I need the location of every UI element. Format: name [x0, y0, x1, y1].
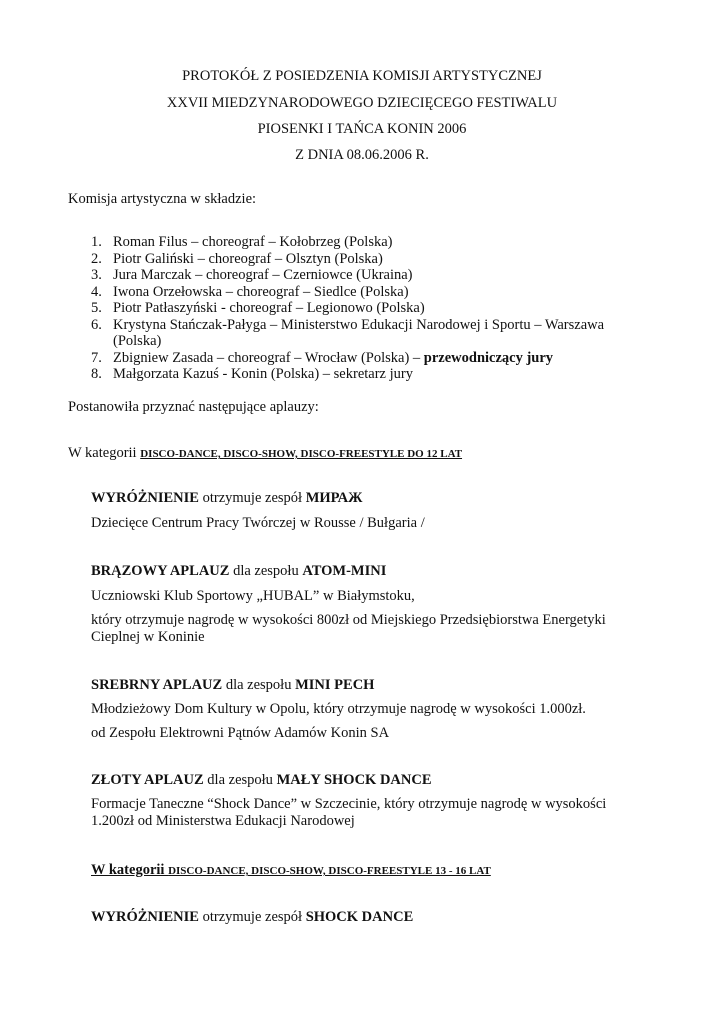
header-line-4: Z DNIA 08.06.2006 R. [295, 147, 429, 163]
category-name: DISCO-DANCE, DISCO-SHOW, DISCO-FREESTYLE 13 - 16 LAT [168, 865, 491, 877]
resolution-text: Postanowiła przyznać następujące aplauzy: [68, 399, 319, 415]
list-number: 4. [91, 283, 102, 300]
category-heading-2 [91, 862, 491, 879]
award-institution: Dziecięce Centrum Pracy Twórczej w Rousse / Bułgaria / [91, 515, 425, 531]
award-title: ZŁOTY APLAUZ [91, 772, 204, 788]
member-text: Roman Filus – choreograf – Kołobrzeg (Polska) [113, 234, 393, 250]
intro-text: Komisja artystyczna w składzie: [68, 191, 257, 207]
group-name: MAŁY SHOCK DANCE [276, 772, 432, 788]
member-text: Iwona Orzełowska – choreograf – Siedlce (Polska) [113, 283, 409, 300]
list-item [68, 317, 628, 350]
award-title: SREBRNY APLAUZ [91, 677, 223, 693]
list-item [68, 284, 628, 301]
award-heading [91, 677, 374, 694]
list-number: 6. [91, 316, 102, 333]
list-item [68, 234, 628, 251]
category-name: DISCO-DANCE, DISCO-SHOW, DISCO-FREESTYLE DO 12 LAT [140, 448, 463, 460]
members-list [68, 234, 628, 383]
award-title: WYRÓŻNIENIE [91, 490, 199, 506]
header-line-2: XXVII MIEDZYNARODOWEGO DZIECIĘCEGO FESTIWALU [166, 95, 558, 111]
list-number: 8. [91, 366, 102, 382]
category-prefix: W kategorii [68, 445, 141, 461]
jury-chair-label: przewodniczący jury [423, 349, 554, 366]
header-line-1: PROTOKÓŁ Z POSIEDZENIA KOMISJI ARTYSTYCZNEJ [182, 68, 542, 84]
list-item [68, 350, 628, 367]
list-number: 7. [91, 349, 102, 366]
award-institution: Uczniowski Klub Sportowy „HUBAL” w Białymstoku, [91, 588, 415, 604]
list-item [68, 267, 628, 284]
header-line-3: PIOSENKI I TAŃCA KONIN 2006 [257, 121, 467, 137]
group-name: SHOCK DANCE [305, 909, 414, 925]
group-name: МИРАЖ [305, 490, 363, 506]
award-title: BRĄZOWY APLAUZ [91, 563, 230, 579]
award-connector: dla zespołu [203, 772, 277, 788]
member-text: Piotr Galiński – choreograf – Olsztyn (Polska) [113, 250, 383, 267]
award-institution: Młodzieżowy Dom Kultury w Opolu, który otrzymuje nagrodę w wysokości 1.000zł. [91, 701, 586, 717]
award-connector: otrzymuje zespół [198, 909, 306, 925]
award-prize-text: który otrzymuje nagrodę w wysokości 800zł od Miejskiego Przedsiębiorstwa Energetyki Cieplnej w Koninie [91, 612, 606, 645]
member-text: Piotr Patłaszyński - choreograf – Legionowo (Polska) [113, 300, 425, 316]
award-institution: Formacje Taneczne “Shock Dance” w Szczecinie, który otrzymuje nagrodę w wysokości 1.200zł od Ministerstwa Edukacji Narodowej [91, 796, 607, 829]
award-connector: dla zespołu [229, 563, 303, 579]
list-number: 1. [91, 234, 102, 250]
award-title: WYRÓŻNIENIE [91, 909, 199, 925]
list-number: 3. [91, 267, 102, 283]
member-text: Małgorzata Kazuś - Konin (Polska) – sekretarz jury [113, 366, 413, 382]
list-item [68, 366, 628, 383]
category-heading-1 [68, 445, 462, 462]
list-item [68, 251, 628, 268]
award-prize-text: od Zespołu Elektrowni Pątnów Adamów Konin SA [91, 725, 390, 741]
award-heading [91, 772, 432, 789]
award-connector: dla zespołu [222, 677, 296, 693]
award-heading [91, 563, 386, 580]
group-name: ATOM-MINI [302, 563, 387, 579]
award-heading [91, 490, 362, 507]
member-text: Jura Marczak – choreograf – Czerniowce (Ukraina) [113, 267, 413, 283]
list-number: 5. [91, 300, 102, 316]
group-name: MINI PECH [295, 677, 375, 693]
member-text: Krystyna Stańczak-Pałyga – Ministerstwo Edukacji Narodowej i Sportu – Warszawa (Polska) [113, 316, 605, 349]
member-text: Zbigniew Zasada – choreograf – Wrocław (Polska) – [113, 349, 424, 366]
award-heading [91, 909, 413, 926]
award-connector: otrzymuje zespół [198, 490, 306, 506]
list-number: 2. [91, 250, 102, 267]
category-prefix: W kategorii [91, 862, 169, 878]
list-item [68, 300, 628, 317]
